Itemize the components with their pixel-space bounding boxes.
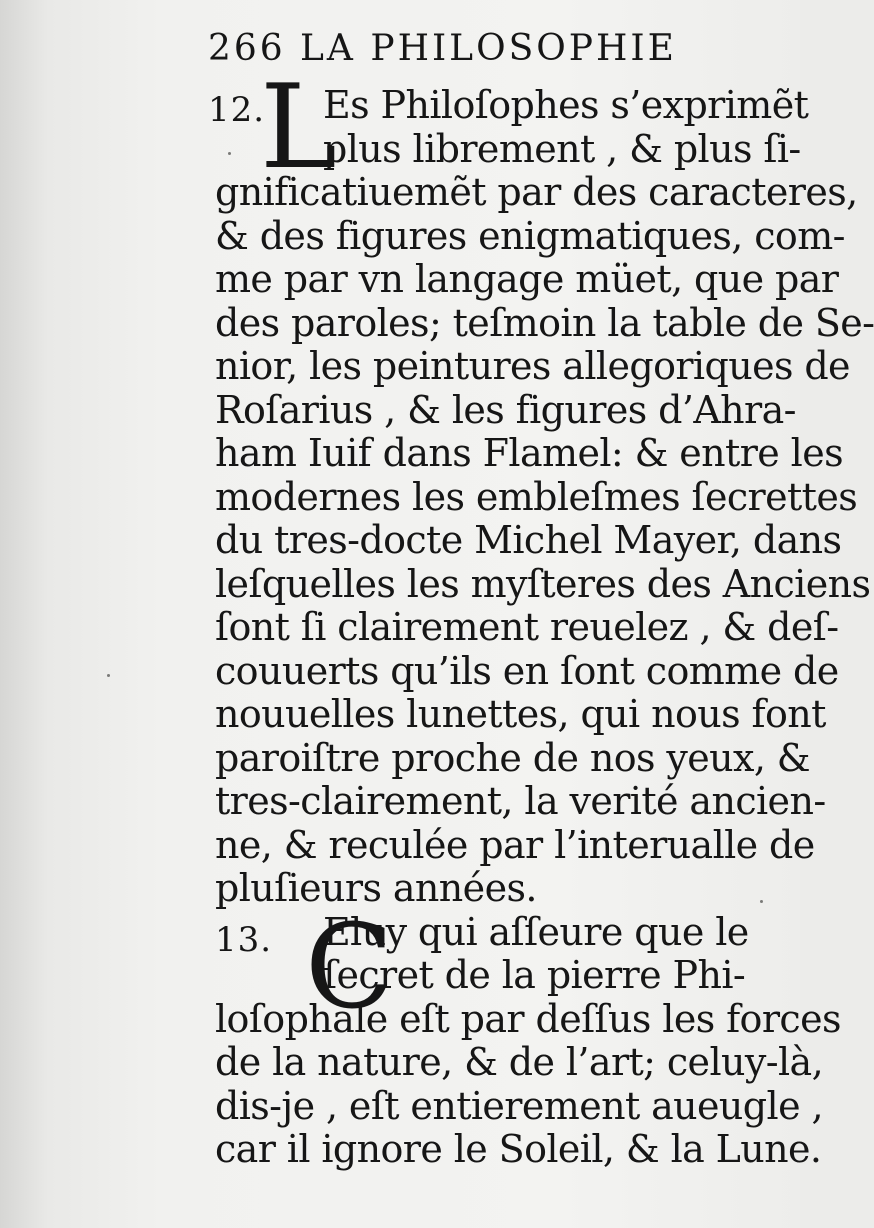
text-line: me par vn langage müet, que par bbox=[215, 257, 839, 301]
text-line: nouuelles lunettes, qui nous font bbox=[215, 692, 826, 736]
text-line: ham Iuif dans Flamel: & entre les bbox=[215, 431, 844, 475]
text-line: modernes les embleſmes ſecrettes bbox=[215, 474, 858, 519]
text-line: leſquelles les myſteres des Anciens bbox=[215, 561, 871, 606]
text-line: tres-clairement, la verité ancien- bbox=[215, 779, 826, 823]
text-line: & des figures enigmatiques, com- bbox=[215, 213, 845, 258]
text-line: de la nature, & de l’art; celuy-là, bbox=[215, 1040, 824, 1084]
running-title: LA PHILOSOPHIE bbox=[300, 28, 677, 69]
paragraph-number: 12. bbox=[208, 90, 266, 130]
text-line: pluſieurs années. bbox=[215, 866, 537, 910]
text-line: ne, & reculée par l’interualle de bbox=[215, 822, 815, 867]
text-line: gnificatiuemẽt par des caracteres, bbox=[215, 170, 858, 214]
text-line: couuerts qu’ils en ſont comme de bbox=[215, 648, 839, 693]
text-line: dis-je , eſt entierement aueugle , bbox=[215, 1083, 823, 1128]
text-line: Eluy qui aſſeure que le bbox=[323, 909, 749, 954]
text-line: ſont ſi clairement reuelez , & deſ- bbox=[215, 605, 839, 649]
text-line: car il ignore le Soleil, & la Lune. bbox=[215, 1127, 822, 1171]
drop-cap: L bbox=[260, 60, 338, 195]
text-line: Es Philoſophes s’exprimẽt bbox=[323, 83, 809, 127]
body-text bbox=[215, 83, 874, 1172]
text-line: loſophale eſt par deſſus les forces bbox=[215, 996, 841, 1041]
text-line: plus librement , & plus ſi- bbox=[323, 126, 801, 171]
text-line: Roſarius , & les figures d’Ahra- bbox=[215, 387, 796, 432]
text-line: du tres-docte Michel Mayer, dans bbox=[215, 518, 842, 562]
margin-speck bbox=[107, 674, 110, 677]
text-line: ſecret de la pierre Phi- bbox=[323, 953, 746, 997]
paragraph-number: 13. bbox=[215, 920, 273, 960]
text-line: nior, les peintures allegoriques de bbox=[215, 344, 850, 388]
page-number: 266 bbox=[208, 28, 286, 69]
text-line: des paroles; teſmoin la table de Se- bbox=[215, 300, 874, 345]
text-line: paroiſtre proche de nos yeux, & bbox=[215, 735, 811, 780]
drop-cap: C bbox=[305, 900, 394, 1035]
